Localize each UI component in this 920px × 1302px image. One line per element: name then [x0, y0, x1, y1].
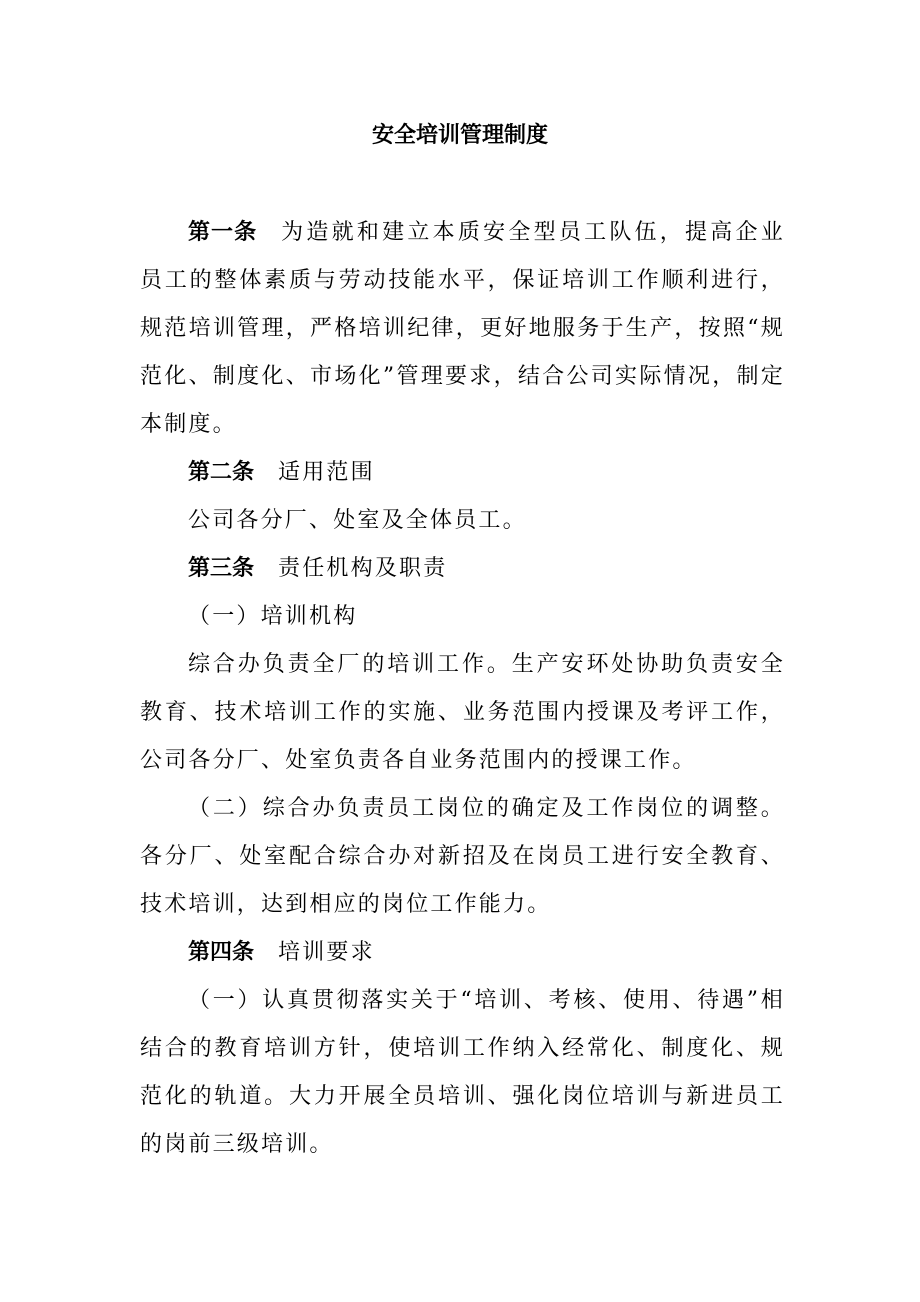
article-1-paragraph — [140, 209, 785, 449]
article-text: 责任机构及职责 — [278, 556, 448, 581]
article-3-paragraph — [140, 545, 785, 593]
body-paragraph: 综合办负责全厂的培训工作。生产安环处协助负责安全教育、技术培训工作的实施、业务范围内授课及考评工作，公司各分厂、处室负责各自业务范围内的授课工作。 — [140, 652, 785, 773]
article-text: 培训要求 — [278, 940, 375, 965]
article-label: 第二条 — [188, 460, 255, 485]
body-paragraph: （一）认真贯彻落实关于“培训、考核、使用、待遇”相结合的教育培训方针，使培训工作纳入经常化、制度化、规范化的轨道。大力开展全员培训、强化岗位培训与新进员工的岗前三级培训。 — [140, 988, 785, 1157]
article-label: 第一条 — [188, 220, 258, 245]
article-label: 第三条 — [188, 556, 255, 581]
body-paragraph: （二）综合办负责员工岗位的确定及工作岗位的调整。各分厂、处室配合综合办对新招及在岗员工进行安全教育、技术培训，达到相应的岗位工作能力。 — [140, 796, 785, 917]
article-label: 第四条 — [188, 940, 255, 965]
article-2-paragraph — [140, 449, 785, 497]
scope-paragraph: 公司各分厂、处室及全体员工。 — [188, 508, 527, 533]
section-heading: （一）培训机构 — [188, 604, 358, 629]
document-body — [140, 209, 785, 1169]
article-4-paragraph — [140, 929, 785, 977]
article-text: 适用范围 — [278, 460, 375, 485]
article-text: 为造就和建立本质安全型员工队伍，提高企业员工的整体素质与劳动技能水平，保证培训工作顺利进行，规范培训管理，严格培训纪律，更好地服务于生产，按照“规范化、制度化、市场化”管理要求，结合公司实际情况，制定本制度。 — [140, 220, 785, 437]
document-title: 安全培训管理制度 — [371, 123, 548, 148]
